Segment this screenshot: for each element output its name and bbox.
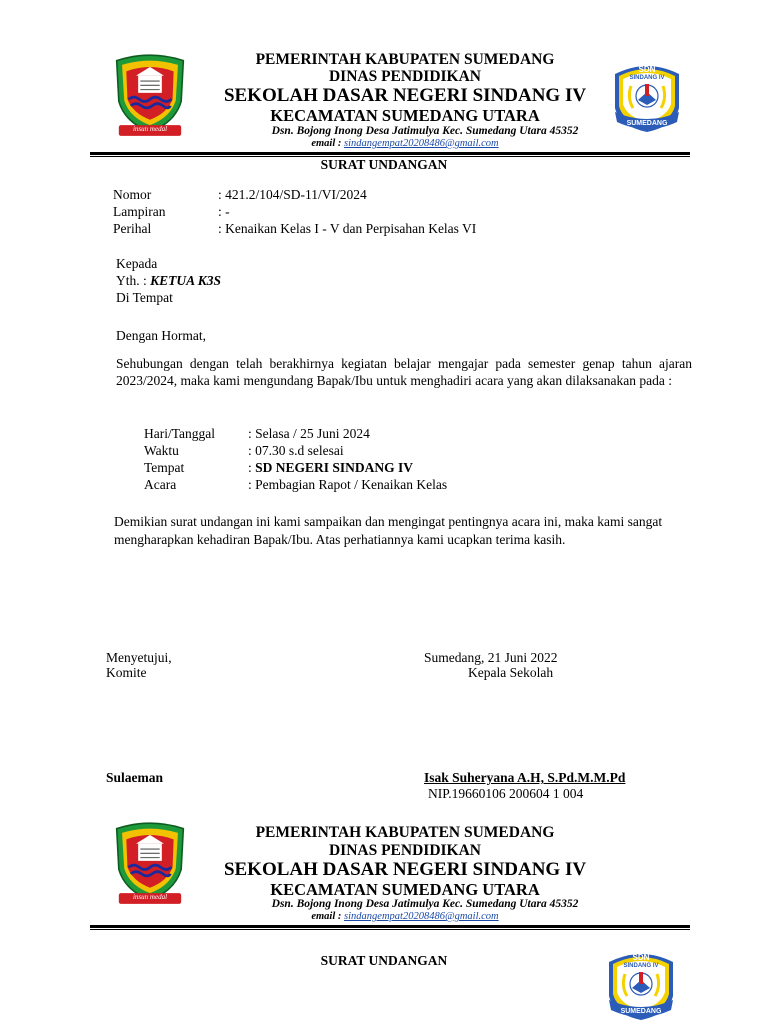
closing-paragraph: Demikian surat undangan ini kami sampaikan dan mengingat pentingnya acara ini, maka kami sangat mengharapkan kehadiran Bapak/Ibu. Atas perhatiannya kami ucapkan terima kasih.	[114, 514, 663, 547]
letterhead-line2: DINAS PENDIDIKAN	[328, 68, 481, 85]
letter-title-2: SURAT UNDANGAN	[320, 953, 448, 968]
right-sign-line1: Sumedang, 21 Juni 2022	[424, 650, 558, 665]
left-logo-motto-2: insun medal	[132, 893, 168, 901]
left-sign-line2: Komite	[106, 665, 147, 680]
perihal-value: : Kenaikan Kelas I - V dan Perpisahan Kelas VI	[218, 221, 477, 236]
right-signer-nip: NIP.19660106 200604 1 004	[428, 786, 584, 801]
recipient-place: Di Tempat	[116, 290, 173, 305]
letter-title: SURAT UNDANGAN	[320, 157, 448, 172]
letterhead2-line2: DINAS PENDIDIKAN	[328, 842, 481, 859]
right-logo-band: SUMEDANG	[626, 120, 668, 127]
day-label: Hari/Tanggal	[144, 426, 216, 441]
perihal-label: Perihal	[113, 221, 152, 236]
email-label-2: email :	[311, 911, 345, 922]
right-logo-band-2: SUMEDANG	[620, 1008, 662, 1015]
day-value: : Selasa / 25 Juni 2024	[248, 426, 370, 441]
email-link[interactable]: sindangempat20208486@gmail.com	[344, 138, 499, 149]
letterhead-line4: KECAMATAN SUMEDANG UTARA	[270, 106, 540, 125]
yth-label: Yth. :	[116, 273, 147, 288]
letterhead2-address: Dsn. Bojong Inong Desa Jatimulya Kec. Sumedang Utara 45352	[271, 898, 579, 910]
letterhead2-line1: PEMERINTAH KABUPATEN SUMEDANG	[255, 824, 555, 841]
left-logo	[112, 52, 188, 138]
right-logo-mid-2: SINDANG IV	[623, 963, 659, 969]
right-signer-name: Isak Suheryana A.H, S.Pd.M.M.Pd	[424, 770, 626, 785]
event-value: : Pembagian Rapot / Kenaikan Kelas	[248, 477, 448, 492]
nomor-value: : 421.2/104/SD-11/VI/2024	[218, 187, 367, 202]
right-sign-line2: Kepala Sekolah	[468, 665, 554, 680]
email-label: email :	[311, 138, 345, 149]
left-logo-2	[112, 820, 188, 906]
nomor-label: Nomor	[113, 187, 152, 202]
recipient-name: KETUA K3S	[150, 273, 222, 288]
letterhead2-email-row	[190, 911, 620, 923]
right-logo-top: SDN	[638, 65, 656, 74]
email-link-2[interactable]: sindangempat20208486@gmail.com	[344, 911, 499, 922]
place-row	[248, 460, 413, 476]
salutation: Dengan Hormat,	[116, 328, 206, 343]
right-logo-top-2: SDN	[632, 953, 650, 962]
left-logo-motto: insun medal	[132, 125, 168, 133]
yth-row	[116, 273, 221, 289]
time-value: : 07.30 s.d selesai	[248, 443, 344, 458]
event-label: Acara	[144, 477, 177, 492]
letterhead2-rule-thin	[90, 929, 690, 930]
right-logo-2	[598, 944, 684, 1024]
place-value: SD NEGERI SINDANG IV	[255, 460, 414, 475]
letterhead-email-row	[190, 138, 620, 150]
lampiran-value: : -	[218, 204, 230, 219]
letterhead-line3: SEKOLAH DASAR NEGERI SINDANG IV	[223, 85, 587, 106]
body-paragraph: Sehubungan dengan telah berakhirnya kegiatan belajar mengajar pada semester genap tahun ajaran 2023/2024, maka kami mengundang Bapak/Ibu untuk menghadiri acara yang akan dilaksanakan pada :	[116, 356, 692, 388]
lampiran-label: Lampiran	[113, 204, 166, 219]
time-label: Waktu	[144, 443, 179, 458]
letterhead2-line3: SEKOLAH DASAR NEGERI SINDANG IV	[223, 859, 587, 880]
place-label: Tempat	[144, 460, 185, 475]
left-signer-name: Sulaeman	[106, 770, 164, 785]
kepada-label: Kepada	[116, 256, 158, 271]
letterhead-address: Dsn. Bojong Inong Desa Jatimulya Kec. Sumedang Utara 45352	[271, 125, 579, 137]
letterhead-line1: PEMERINTAH KABUPATEN SUMEDANG	[255, 51, 555, 68]
letterhead2-line4: KECAMATAN SUMEDANG UTARA	[270, 880, 540, 899]
left-sign-line1: Menyetujui,	[106, 650, 172, 665]
letterhead2-rule-thick	[90, 925, 690, 928]
letterhead-rule-thick	[90, 152, 690, 155]
place-colon: :	[248, 460, 256, 475]
right-logo-mid: SINDANG IV	[629, 75, 665, 81]
